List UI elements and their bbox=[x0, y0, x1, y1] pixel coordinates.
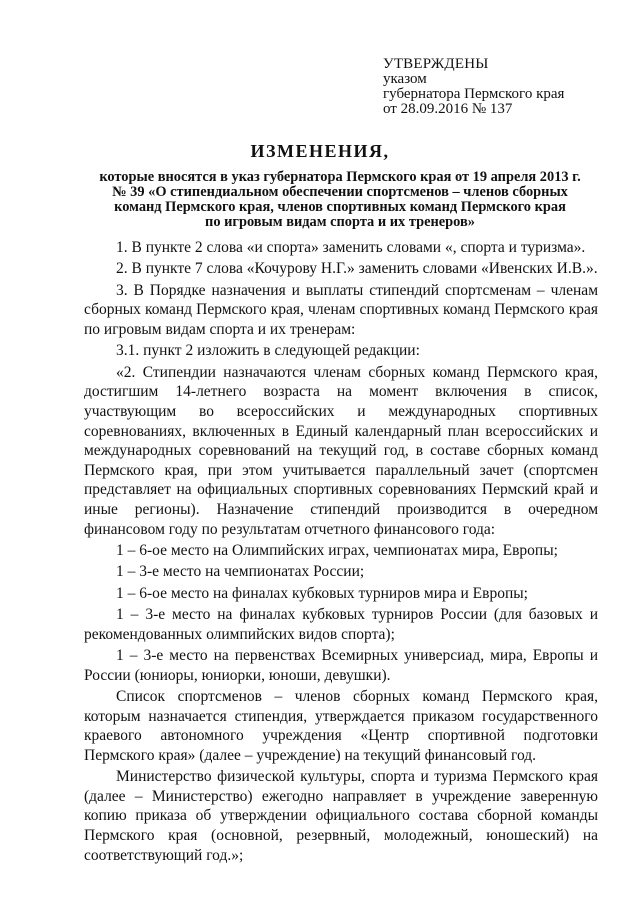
approval-decree-label: указом bbox=[383, 71, 427, 87]
subtitle-line: команд Пермского края, членов спортивных команд Пермского края bbox=[114, 199, 566, 215]
paragraph-new-clause-2: «2. Стипендии назначаются членам сборных команд Пермского края, достигшим 14-летнего возраста на момент включения в список, участвующим во всероссийских и международных спортивных соревнованиях, включенных в Единый календарный план всероссийских и международных соревнований на текущий год, в составе сборных команд Пермского края, при этом учитывается параллельный зачет (спортсмен представляет на официальных спортивных соревнованиях Пермский край и иные регионы). Назначение стипендий производится в очередном финансовом году по результатам отчетного финансового года: bbox=[84, 363, 598, 538]
paragraph-ministry: Министерство физической культуры, спорта и туризма Пермского края (далее – Министерство) ежегодно направляет в учреждение заверенную копию приказа об утверждении официального состава сборной команды Пермского края (основной, резервный, молодежный, юношеский) на соответствующий год.»; bbox=[84, 768, 598, 864]
paragraph-item-3-1: 3.1. пункт 2 изложить в следующей редакции: bbox=[116, 342, 420, 360]
paragraph-item-1: 1. В пункте 2 слова «и спорта» заменить словами «, спорта и туризма». bbox=[116, 239, 586, 256]
subtitle-line: которые вносятся в указ губернатора Пермского края от 19 апреля 2013 г. bbox=[99, 169, 581, 185]
list-item-olympics: 1 – 6-ое место на Олимпийских играх, чемпионатах мира, Европы; bbox=[116, 541, 558, 559]
paragraph-athlete-list: Список спортсменов – членов сборных команд Пермского края, которым назначается стипендия, утверждается приказом государственного краевого автономного учреждения «Центр спортивной подготовки Пермского края» (далее – учреждение) на текущий финансовый год. bbox=[84, 688, 598, 764]
subtitle-line: по игровым видам спорта и их тренеров» bbox=[205, 214, 475, 230]
subtitle-line: № 39 «О стипендиальном обеспечении спортсменов – членов сборных bbox=[112, 184, 568, 200]
approval-issuer: губернатора Пермского края bbox=[383, 86, 565, 102]
list-item-world-europe-cups: 1 – 6-ое место на финалах кубковых турниров мира и Европы; bbox=[116, 584, 528, 602]
list-item-russia-cups: 1 – 3-е место на финалах кубковых турниров России (для базовых и рекомендованных олимпийских видов спорта); bbox=[84, 606, 598, 643]
document-subtitle bbox=[70, 170, 610, 230]
list-item-universiades: 1 – 3-е место на первенствах Всемирных универсиад, мира, Европы и России (юниоры, юниорки, юноши, девушки). bbox=[84, 647, 598, 684]
approval-title: УТВЕРЖДЕНЫ bbox=[383, 56, 489, 72]
paragraph-item-3: 3. В Порядке назначения и выплаты стипендий спортсменам – членам сборных команд Пермского края, членам спортивных команд Пермского края по игровым видам спорта и их тренерам: bbox=[84, 281, 598, 338]
document-title: ИЗМЕНЕНИЯ, bbox=[250, 141, 390, 161]
paragraph-item-2: 2. В пункте 7 слова «Кочурову Н.Г.» заменить словами «Ивенских И.В.». bbox=[116, 260, 598, 278]
document-body bbox=[84, 238, 598, 867]
approval-stamp bbox=[383, 57, 564, 117]
list-item-russia-championship: 1 – 3-е место на чемпионатах России; bbox=[116, 563, 365, 581]
approval-date-number: от 28.09.2016 № 137 bbox=[383, 101, 513, 117]
